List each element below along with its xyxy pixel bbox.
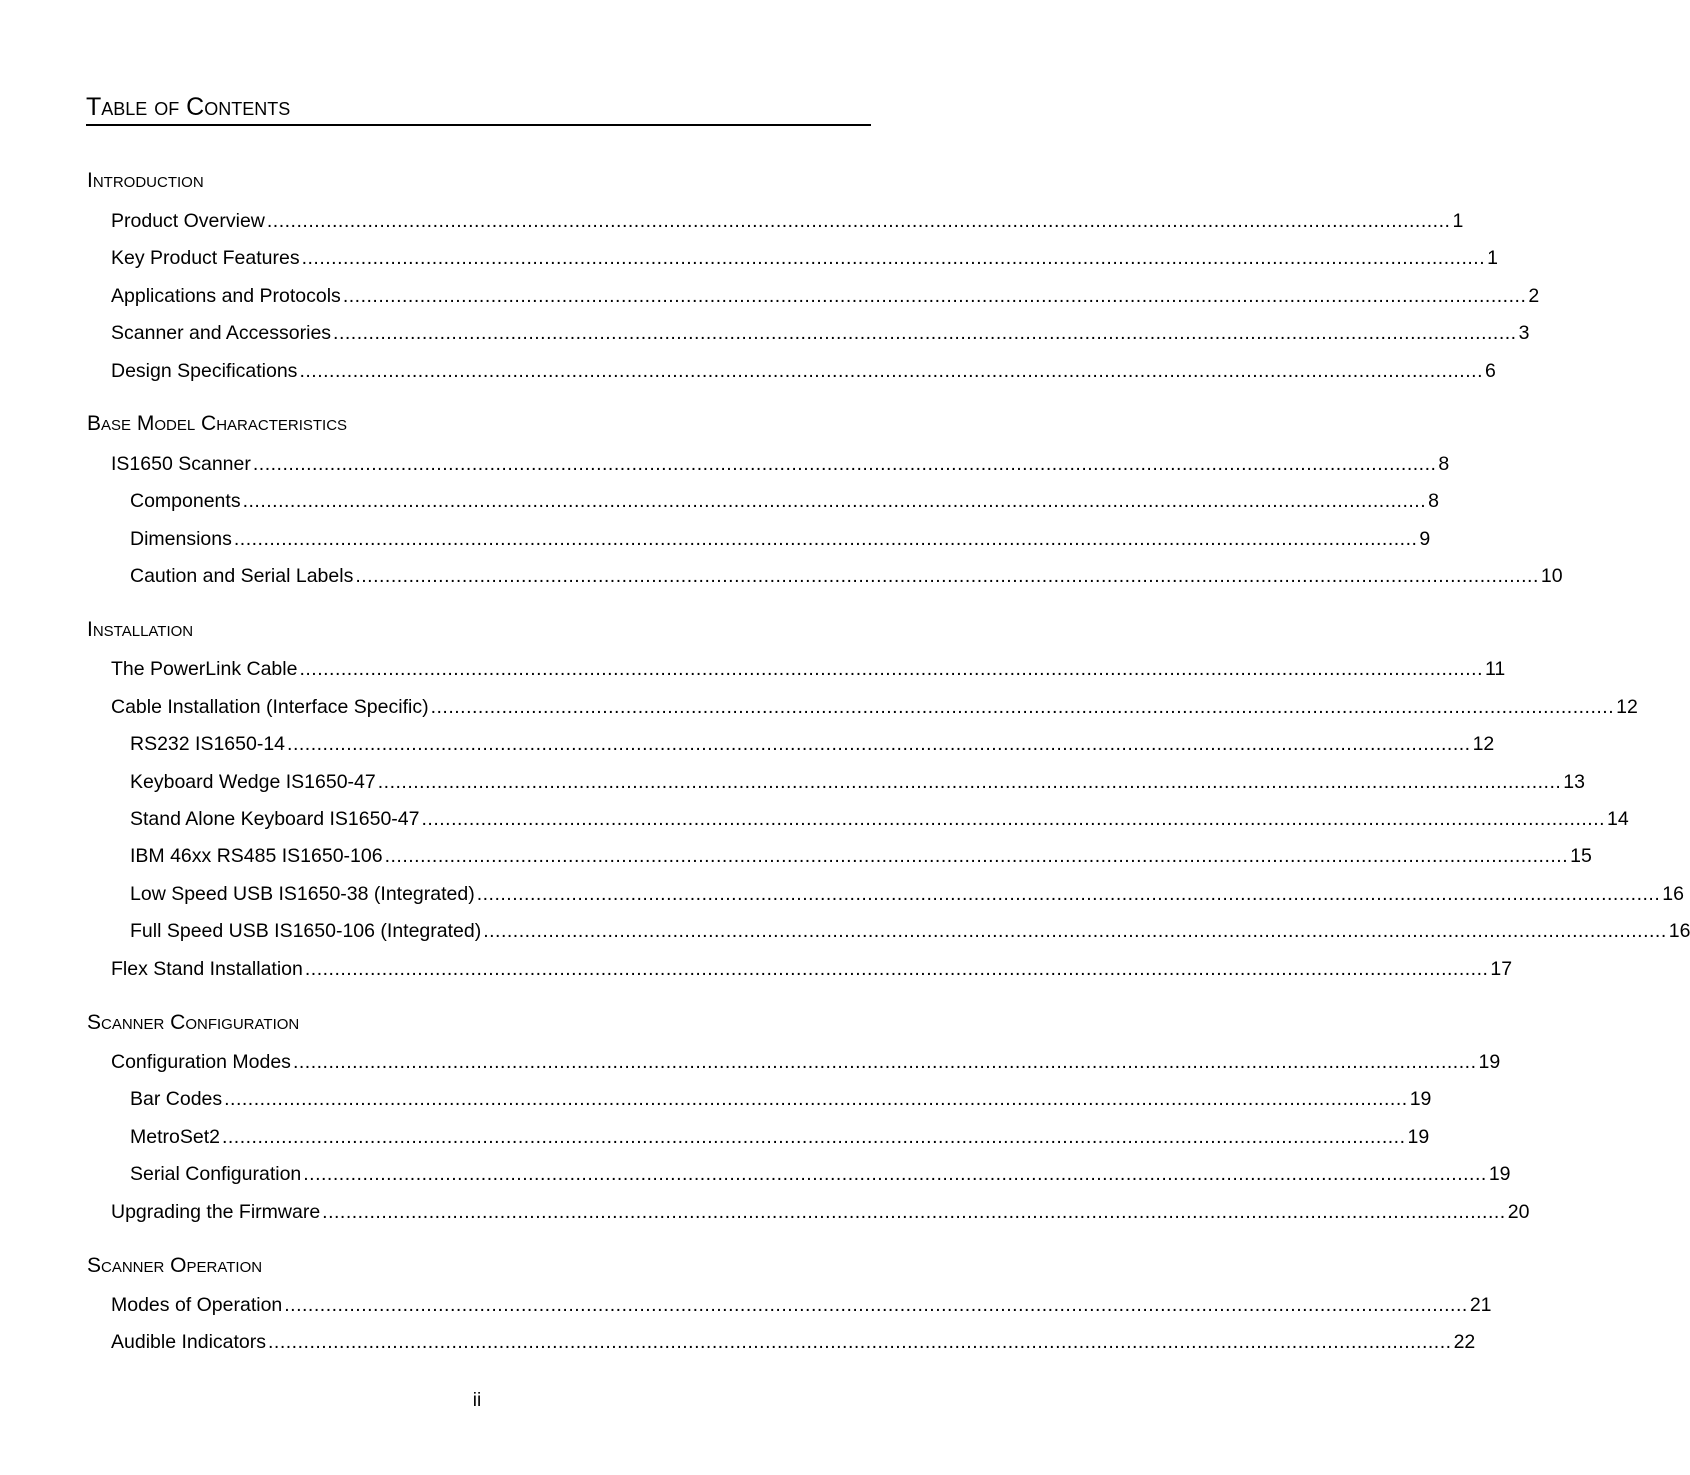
toc-entry-label: The PowerLink Cable [111,658,298,680]
toc-entry-label: Stand Alone Keyboard IS1650-47 [130,808,420,830]
toc-entry-page: 8 [1438,453,1450,475]
toc-entry[interactable] [130,731,1495,757]
toc-entry-page: 6 [1484,360,1496,382]
toc-entry-label: Applications and Protocols [111,285,341,307]
toc-entry[interactable] [130,1124,1430,1150]
toc-entry-page: 16 [1668,920,1690,942]
toc-entry-page: 15 [1570,845,1592,867]
toc-entry-label: Cable Installation (Interface Specific) [111,696,429,718]
dot-leader: ........................................................................................................................................................................................................ [421,808,1606,830]
dot-leader: ........................................................................................................................................................................................................ [304,958,1489,980]
toc-entry-page: 1 [1487,247,1498,269]
page-number: ii [472,1390,482,1411]
toc-entry-label: Serial Configuration [130,1163,302,1185]
dot-leader: ........................................................................................................................................................................................................ [224,1088,1408,1110]
toc-entry[interactable] [111,208,1464,234]
dot-leader: ........................................................................................................................................................................................................ [268,1331,1452,1353]
toc-entry-page: 3 [1518,322,1530,344]
dot-leader: ........................................................................................................................................................................................................ [242,490,1427,512]
dot-leader: ........................................................................................................................................................................................................ [292,1051,1477,1073]
toc-entry-label: IBM 46xx RS485 IS1650-106 [130,845,383,867]
toc-entry[interactable] [111,320,1530,346]
toc-entry-page: 19 [1478,1051,1501,1073]
toc-entry[interactable] [130,918,1690,944]
toc-entry[interactable] [111,694,1638,720]
toc-entry-page: 1 [1452,210,1464,232]
toc-entry[interactable] [111,656,1506,682]
page-title: Table of Contents [86,90,871,126]
toc-entry-label: Design Specifications [111,360,298,382]
toc-entry[interactable] [111,1329,1476,1355]
toc-entry-label: Product Overview [111,210,265,232]
section-heading-base-model: Base Model Characteristics [87,412,348,435]
section-heading-installation: Installation [87,618,194,641]
dot-leader: ........................................................................................................................................................................................................ [233,528,1418,550]
dot-leader: ........................................................................................................................................................................................................ [476,883,1661,905]
toc-entry-page: 20 [1507,1201,1530,1223]
dot-leader: ........................................................................................................................................................................................................ [299,658,1483,680]
section-heading-introduction: Introduction [87,169,204,192]
toc-entry-page: 22 [1453,1331,1476,1353]
toc-entry[interactable] [130,843,1592,869]
dot-leader: ........................................................................................................................................................................................................ [301,247,1486,269]
toc-entry[interactable] [130,1086,1432,1112]
toc-entry-label: IS1650 Scanner [111,453,251,475]
toc-entry-page: 12 [1472,733,1495,755]
toc-entry-page: 8 [1428,490,1439,512]
toc-entry-page: 2 [1528,285,1540,307]
dot-leader: ........................................................................................................................................................................................................ [303,1163,1487,1185]
dot-leader: ........................................................................................................................................................................................................ [266,210,1451,232]
dot-leader: ........................................................................................................................................................................................................ [333,322,1517,344]
toc-entry-label: Upgrading the Firmware [111,1201,321,1223]
toc-entry-label: Audible Indicators [111,1331,267,1353]
toc-entry[interactable] [130,881,1684,907]
toc-entry[interactable] [111,1049,1501,1075]
toc-entry-label: MetroSet2 [130,1126,220,1148]
dot-leader: ........................................................................................................................................................................................................ [342,285,1527,307]
dot-leader: ........................................................................................................................................................................................................ [377,771,1562,793]
toc-entry-page: 17 [1490,958,1513,980]
toc-entry[interactable] [130,769,1585,795]
toc-entry[interactable] [130,526,1431,552]
toc-entry-page: 10 [1540,565,1563,587]
toc-entry-page: 9 [1419,528,1431,550]
toc-entry[interactable] [130,806,1629,832]
dot-leader: ........................................................................................................................................................................................................ [355,565,1539,587]
toc-entry-page: 19 [1407,1126,1430,1148]
toc-entry[interactable] [111,451,1450,477]
toc-entry-label: Scanner and Accessories [111,322,332,344]
toc-entry[interactable] [111,956,1513,982]
dot-leader: ........................................................................................................................................................................................................ [221,1126,1406,1148]
dot-leader: ........................................................................................................................................................................................................ [284,1294,1468,1316]
toc-entry-page: 13 [1563,771,1585,793]
toc-entry-label: Caution and Serial Labels [130,565,354,587]
toc-entry-page: 14 [1607,808,1629,830]
toc-entry[interactable] [111,1292,1492,1318]
dot-leader: ........................................................................................................................................................................................................ [430,696,1615,718]
toc-entry-page: 12 [1616,696,1638,718]
toc-entry-page: 21 [1469,1294,1492,1316]
section-heading-scanner-operation: Scanner Operation [87,1254,263,1277]
toc-entry[interactable] [111,283,1540,309]
toc-entry-label: Full Speed USB IS1650-106 (Integrated) [130,920,482,942]
toc-entry-label: Components [130,490,241,512]
toc-entry-label: Configuration Modes [111,1051,291,1073]
toc-entry[interactable] [130,488,1439,514]
toc-entry-page: 16 [1662,883,1684,905]
toc-entry-label: RS232 IS1650-14 [130,733,286,755]
toc-entry-label: Low Speed USB IS1650-38 (Integrated) [130,883,475,905]
toc-entry-label: Key Product Features [111,247,300,269]
toc-entry-label: Flex Stand Installation [111,958,303,980]
dot-leader: ........................................................................................................................................................................................................ [322,1201,1506,1223]
toc-entry-label: Modes of Operation [111,1294,283,1316]
toc-entry-label: Keyboard Wedge IS1650-47 [130,771,376,793]
toc-entry[interactable] [111,245,1498,271]
toc-entry-page: 11 [1484,658,1506,680]
toc-entry-label: Dimensions [130,528,232,550]
toc-entry-page: 19 [1488,1163,1511,1185]
toc-entry[interactable] [111,358,1496,384]
toc-entry[interactable] [130,563,1563,589]
dot-leader: ........................................................................................................................................................................................................ [252,453,1437,475]
toc-entry-page: 19 [1409,1088,1432,1110]
dot-leader: ........................................................................................................................................................................................................ [287,733,1471,755]
dot-leader: ........................................................................................................................................................................................................ [384,845,1569,867]
dot-leader: ........................................................................................................................................................................................................ [299,360,1483,382]
section-heading-scanner-configuration: Scanner Configuration [87,1011,300,1034]
dot-leader: ........................................................................................................................................................................................................ [483,920,1667,942]
toc-entry-label: Bar Codes [130,1088,223,1110]
toc-entry[interactable] [130,1161,1511,1187]
toc-entry[interactable] [111,1199,1530,1225]
